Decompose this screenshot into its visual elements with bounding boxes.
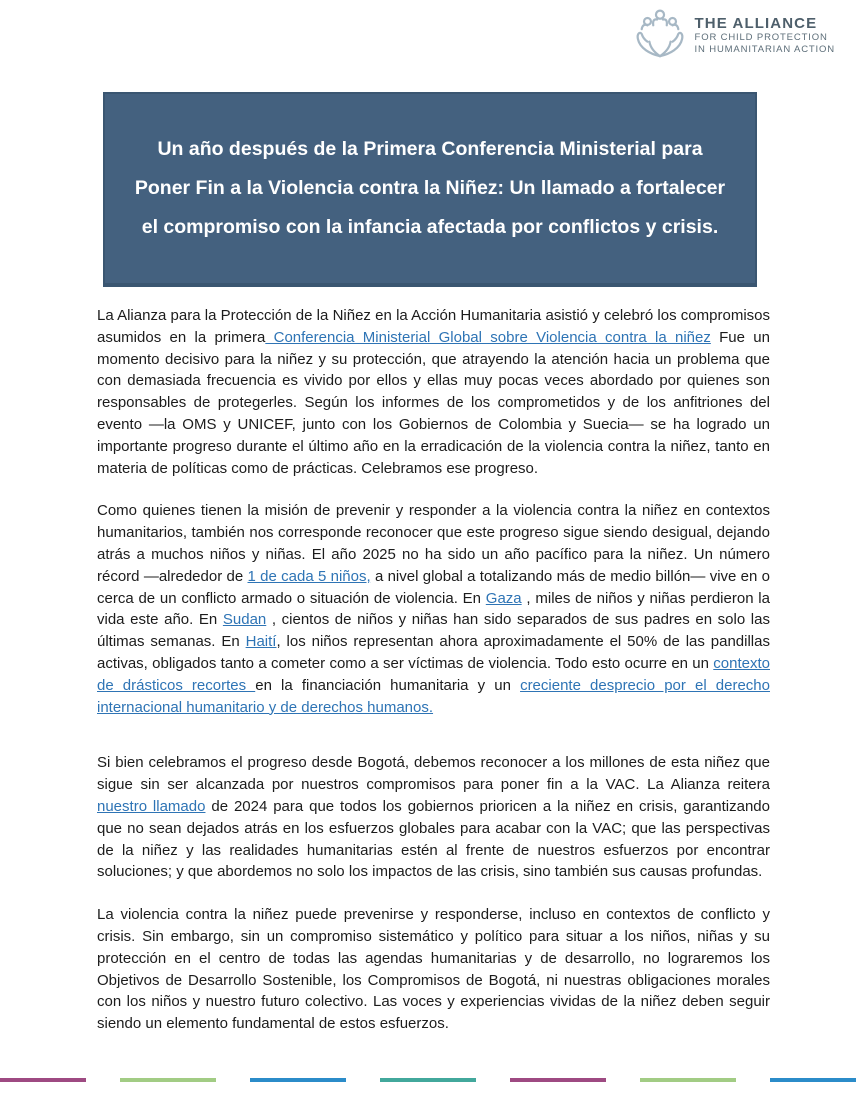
title-banner <box>103 92 757 287</box>
header <box>0 0 856 62</box>
paragraph <box>97 904 770 1035</box>
divider-dash <box>510 1078 606 1082</box>
logo-subtitle-2: IN HUMANITARIAN ACTION <box>694 43 835 55</box>
logo-text <box>695 15 835 55</box>
hands-cradling-children-icon <box>631 7 689 64</box>
inline-link[interactable]: contexto de drásticos recortes <box>97 654 770 694</box>
text-run: Fue un momento decisivo para la niñez y su protección, que atrayendo la atención hacia un problema que con demasiada frecuencia es vivido por ellos y ellas muy pocas veces abordado por quienes son responsables de protegerles. Según los informes de los comprometidos y de los anfitriones del evento —la OMS y UNICEF, junto con los Gobiernos de Colombia y Suecia— se ha logrado un importante progreso durante el último año en la erradicación de la violencia contra la niñez, tanto en materia de políticas como de prácticas. Celebramos ese progreso. <box>97 328 770 477</box>
alliance-logo <box>631 8 835 62</box>
divider-dash <box>380 1078 476 1082</box>
logo-subtitle-1: FOR CHILD PROTECTION <box>694 32 828 43</box>
inline-link[interactable]: Conferencia Ministerial Global sobre Violencia contra la niñez <box>265 328 711 346</box>
divider-dash <box>770 1078 856 1082</box>
inline-link[interactable]: Haití <box>245 633 277 651</box>
text-run: en la financiación humanitaria y un <box>255 676 521 694</box>
text-run: Como quienes tienen la misión de prevenir y responder a la violencia contra la niñez en contextos humanitarios, también nos corresponde reconocer que este progreso sigue siendo desigual, dejando atrás a muchos niños y niñas. El año 2025 no ha sido un año pacífico para la niñez. Un número récord —alrededor de <box>97 502 770 585</box>
divider-dash <box>120 1078 216 1082</box>
text-run: La Alianza para la Protección de la Niñez en la Acción Humanitaria asistió y celebró los compromisos asumidos en la primera <box>97 307 770 346</box>
inline-link[interactable]: nuestro llamado <box>97 797 206 815</box>
text-run: La violencia contra la niñez puede prevenirse y responderse, incluso en contextos de conflicto y crisis. Sin embargo, sin un compromiso sistemático y político para situar a los niños, niñas y su protección en el centro de todas las agendas humanitarias y de desarrollo, no lograremos los Objetivos de Desarrollo Sostenible, los Compromisos de Bogotá, ni nuestras obligaciones morales con los niños y nuestro futuro colectivo. Las voces y experiencias vividas de la niñez deben seguir siendo un elemento fundamental de estos esfuerzos. <box>97 906 770 1033</box>
text-run: , miles de niños y niñas perdieron la vida este año. En <box>97 589 770 629</box>
divider-dash <box>0 1078 86 1082</box>
inline-link[interactable]: 1 de cada 5 niños, <box>247 567 371 585</box>
inline-link[interactable]: Gaza <box>485 589 522 607</box>
footer-divider <box>0 1078 856 1082</box>
text-run: de 2024 para que todos los gobiernos prioricen a la niñez en crisis, garantizando que no sean dejados atrás en los esfuerzos globales para acabar con la VAC; que las perspectivas de la niñez y las realidades humanitarias estén al frente de nuestros esfuerzos por encontrar soluciones; y que abordemos no solo los impactos de las crisis, sino también sus causas profundas. <box>97 797 770 881</box>
text-run: Si bien celebramos el progreso desde Bogotá, debemos reconocer a los millones de esta niñez que sigue sin ser alcanzada por nuestros compromisos para poner fin a la VAC. La Alianza reitera <box>97 754 770 794</box>
text-run: a nivel global a totalizando más de medio billón— vive en o cerca de un conflicto armado o situación de violencia. En <box>97 567 771 607</box>
paragraph <box>97 305 770 479</box>
divider-dash <box>640 1078 736 1082</box>
inline-link[interactable]: Sudan <box>222 611 267 629</box>
text-run: , los niños representan ahora aproximadamente el 50% de las pandillas activas, obligados tanto a cometer como a ser víctimas de violencia. Todo esto ocurre en un <box>97 633 770 672</box>
page-title: Un año después de la Primera Conferencia Ministerial para Poner Fin a la Violencia contra la Niñez: Un llamado a fortalecer el compromiso con la infancia afectada por conflictos y crisis. <box>134 138 726 238</box>
text-run: , cientos de niños y niñas han sido separados de sus padres en solo las últimas semanas. En <box>97 611 770 651</box>
logo-title: THE ALLIANCE <box>694 15 818 32</box>
paragraph <box>97 500 770 718</box>
divider-dash <box>250 1078 346 1082</box>
inline-link[interactable]: creciente desprecio por el derecho internacional humanitario y de derechos humanos. <box>97 676 770 716</box>
document-body <box>97 305 770 1035</box>
paragraph <box>97 752 770 883</box>
